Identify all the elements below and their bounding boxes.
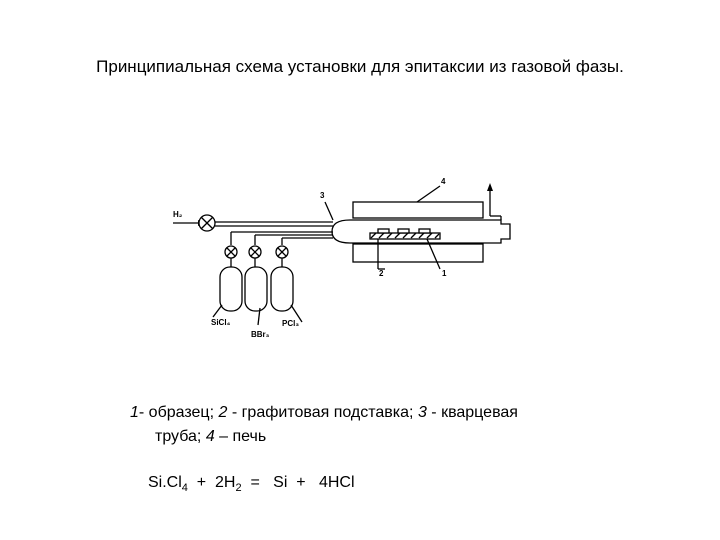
legend-num-2: 2: [218, 404, 228, 421]
eq-part-2: + 2H: [187, 474, 236, 491]
epitaxy-setup-diagram: [165, 175, 525, 345]
eq-sub-2: 2: [235, 482, 242, 495]
sample: [419, 229, 430, 233]
reaction-equation: [148, 474, 355, 494]
legend-num-3: 3: [417, 404, 427, 421]
page-title: Принципиальная схема установки для эпитаксии из газовой фазы.: [96, 57, 624, 76]
legend-line-2: [130, 425, 650, 449]
legend: [130, 401, 650, 449]
main-valve-icon: [199, 215, 215, 231]
label-sicl4: SiCl₄: [211, 318, 231, 327]
eq-sub-1: 4: [181, 482, 188, 495]
label-2: 2: [379, 269, 384, 278]
furnace-lower: [353, 244, 483, 262]
label-bbr3: BBr₃: [251, 330, 270, 339]
legend-num-4: 4: [205, 428, 215, 445]
exhaust-arrow-icon: [487, 183, 493, 191]
furnace: [353, 202, 483, 218]
label-3: 3: [320, 191, 325, 200]
legend-num-1: 1: [130, 404, 139, 421]
bubbler-pcl3: [271, 267, 293, 311]
legend-text-4: труба;: [155, 428, 206, 445]
label-pcl3: PCl₃: [282, 319, 300, 328]
label-1: 1: [442, 269, 447, 278]
sample: [378, 229, 389, 233]
label-4: 4: [441, 177, 446, 186]
label-h2: H₂: [173, 210, 183, 219]
legend-text-1: - образец;: [138, 404, 219, 421]
valve-icon: [276, 246, 288, 258]
legend-text-2: - графитовая подставка;: [227, 404, 418, 421]
valve-icon: [225, 246, 237, 258]
eq-part-3: = Si + 4HCl: [241, 474, 355, 491]
legend-text-5: – печь: [214, 428, 267, 445]
valve-icon: [249, 246, 261, 258]
eq-part-1: Si.Cl: [148, 474, 182, 491]
legend-text-3: - кварцевая: [426, 404, 518, 421]
bubbler-bbr3: [245, 267, 267, 311]
sample: [398, 229, 409, 233]
bubbler-sicl4: [220, 267, 242, 311]
